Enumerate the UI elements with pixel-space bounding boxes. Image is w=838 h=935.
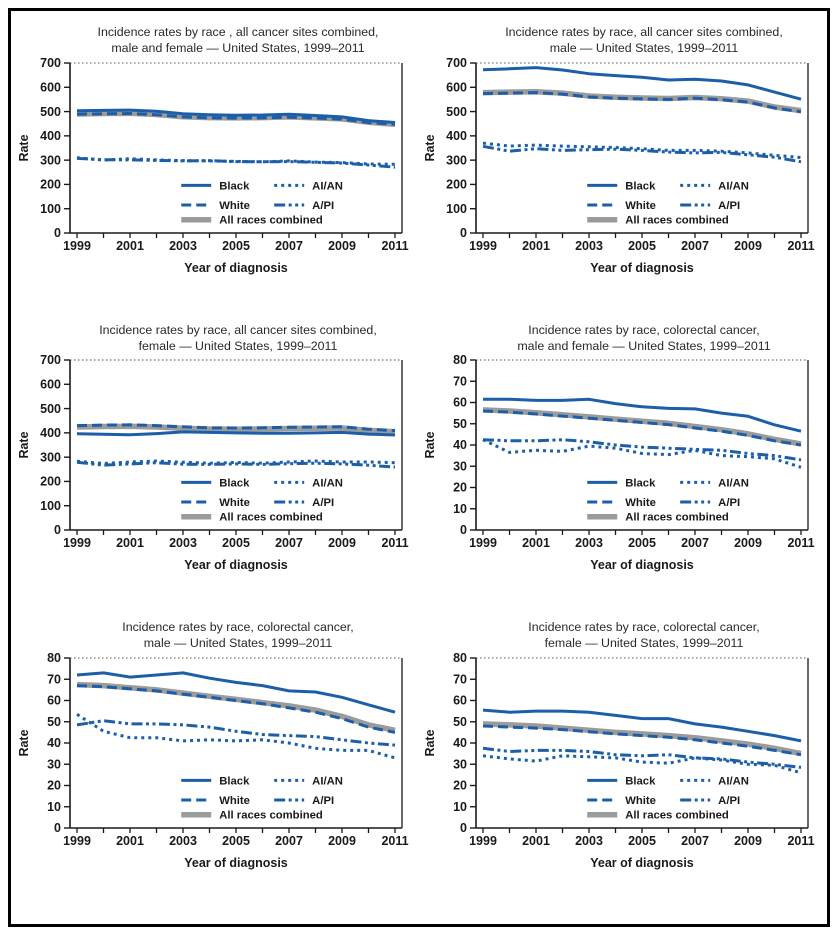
y-tick-label: 0 (54, 821, 61, 836)
x-tick-label: 2005 (628, 536, 656, 551)
x-tick-label: 2003 (575, 238, 603, 253)
legend-label-black: Black (219, 477, 250, 490)
legend-label-ai-an: AI/AN (718, 775, 749, 788)
y-tick-label: 300 (40, 450, 61, 465)
legend-label-a-pi: A/PI (312, 199, 335, 212)
x-tick-label: 1999 (469, 238, 497, 253)
legend-label-all-races-combined: All races combined (625, 214, 729, 227)
x-tick-label: 2003 (169, 536, 197, 551)
y-tick-label: 600 (40, 80, 61, 95)
legend-label-black: Black (625, 477, 656, 490)
y-tick-label: 600 (40, 377, 61, 392)
legend-label-a-pi: A/PI (718, 199, 741, 212)
legend-label-a-pi: A/PI (718, 497, 741, 510)
chart-title-line1: Incidence rates by race, all cancer sites combined, (505, 25, 783, 39)
y-tick-label: 40 (453, 438, 467, 453)
chart-title-line2: male and female — United States, 1999–2011 (517, 338, 771, 353)
x-tick-label: 2001 (116, 834, 144, 849)
series-line-black (77, 673, 395, 712)
x-tick-label: 2009 (328, 238, 356, 253)
legend-label-white: White (219, 199, 250, 212)
y-tick-label: 20 (453, 481, 467, 496)
chart-title-line2: female — United States, 1999–2011 (544, 636, 744, 651)
x-tick-label: 2007 (681, 834, 709, 849)
legend-label-all-races-combined: All races combined (219, 214, 323, 227)
y-tick-label: 70 (453, 672, 467, 687)
x-tick-label: 2003 (575, 834, 603, 849)
y-tick-label: 30 (47, 757, 61, 772)
x-tick-label: 2005 (222, 536, 250, 551)
legend-label-all-races-combined: All races combined (625, 809, 729, 822)
y-tick-label: 0 (54, 225, 61, 240)
y-tick-label: 60 (453, 693, 467, 708)
y-tick-label: 50 (453, 417, 467, 432)
y-axis-title: Rate (17, 729, 31, 757)
line-chart-colorectal-male-female (420, 354, 824, 580)
y-tick-label: 200 (446, 177, 467, 192)
x-tick-label: 2011 (787, 536, 815, 551)
chart-panel-all-sites-female (14, 323, 418, 621)
x-tick-label: 2007 (681, 238, 709, 253)
x-tick-label: 2009 (328, 536, 356, 551)
y-tick-label: 10 (47, 800, 61, 815)
y-tick-label: 70 (47, 672, 61, 687)
x-tick-label: 2001 (116, 238, 144, 253)
x-tick-label: 2001 (522, 536, 550, 551)
y-tick-label: 10 (453, 502, 467, 517)
legend-label-all-races-combined: All races combined (219, 809, 323, 822)
series-line-black (77, 432, 395, 435)
y-axis-title: Rate (17, 134, 31, 162)
y-tick-label: 100 (40, 499, 61, 514)
chart-title (14, 620, 418, 652)
legend-label-all-races-combined: All races combined (625, 512, 729, 525)
series-line-all-races-combined (77, 685, 395, 731)
x-axis-title: Year of diagnosis (184, 558, 288, 573)
y-tick-label: 700 (446, 56, 467, 70)
y-tick-label: 300 (446, 153, 467, 168)
series-line-a-pi (77, 463, 395, 468)
chart-panel-colorectal-male-female (420, 323, 824, 621)
chart-panel-all-sites-male (420, 25, 824, 323)
x-tick-label: 1999 (63, 238, 91, 253)
y-tick-label: 600 (446, 80, 467, 95)
x-tick-label: 2003 (575, 536, 603, 551)
chart-title (420, 25, 824, 57)
y-tick-label: 100 (40, 201, 61, 216)
x-axis-title: Year of diagnosis (590, 260, 694, 275)
series-line-ai-an (483, 756, 801, 773)
line-chart-all-sites-male-female (14, 57, 418, 283)
legend-label-black: Black (625, 180, 656, 193)
chart-title (14, 323, 418, 355)
legend-label-ai-an: AI/AN (718, 477, 749, 490)
chart-title (420, 620, 824, 652)
series-line-white (483, 411, 801, 445)
x-tick-label: 2007 (681, 536, 709, 551)
chart-title-line2: female — United States, 1999–2011 (138, 338, 338, 353)
chart-panel-all-sites-male-female (14, 25, 418, 323)
x-tick-label: 2011 (381, 238, 409, 253)
legend-label-all-races-combined: All races combined (219, 512, 323, 525)
y-tick-label: 0 (54, 523, 61, 538)
legend-label-ai-an: AI/AN (312, 477, 343, 490)
x-tick-label: 2003 (169, 834, 197, 849)
y-tick-label: 30 (453, 459, 467, 474)
legend-label-black: Black (219, 180, 250, 193)
y-tick-label: 500 (40, 104, 61, 119)
series-line-white (483, 726, 801, 755)
x-axis-title: Year of diagnosis (590, 558, 694, 573)
x-tick-label: 2001 (522, 238, 550, 253)
x-axis-title: Year of diagnosis (184, 260, 288, 275)
chart-title-line1: Incidence rates by race, all cancer sites combined, (99, 322, 377, 337)
legend-label-black: Black (219, 775, 250, 788)
chart-title-line2: male — United States, 1999–2011 (143, 636, 333, 651)
x-tick-label: 2001 (116, 536, 144, 551)
y-axis-title: Rate (423, 134, 437, 162)
y-tick-label: 80 (47, 652, 61, 666)
legend-label-a-pi: A/PI (312, 497, 335, 510)
y-tick-label: 0 (460, 225, 467, 240)
y-tick-label: 70 (453, 374, 467, 389)
legend-label-a-pi: A/PI (312, 795, 335, 808)
chart-title-line2: male and female — United States, 1999–2011 (111, 40, 365, 55)
x-axis-title: Year of diagnosis (590, 856, 694, 871)
series-line-a-pi (77, 721, 395, 745)
x-tick-label: 2011 (787, 238, 815, 253)
series-line-a-pi (483, 146, 801, 162)
series-line-all-races-combined (483, 91, 801, 110)
legend-label-black: Black (625, 775, 656, 788)
x-tick-label: 1999 (469, 834, 497, 849)
x-tick-label: 2009 (328, 834, 356, 849)
x-tick-label: 2001 (522, 834, 550, 849)
legend-label-white: White (219, 795, 250, 808)
x-tick-label: 2005 (222, 238, 250, 253)
chart-grid (11, 11, 827, 924)
chart-panel-colorectal-male (14, 620, 418, 918)
x-tick-label: 2009 (734, 238, 762, 253)
x-axis-title: Year of diagnosis (184, 856, 288, 871)
y-tick-label: 60 (47, 693, 61, 708)
chart-title (420, 323, 824, 355)
x-tick-label: 2005 (628, 834, 656, 849)
line-chart-colorectal-male (14, 652, 418, 878)
y-tick-label: 100 (446, 201, 467, 216)
y-tick-label: 80 (453, 354, 467, 368)
chart-title-line1: Incidence rates by race, colorectal cancer, (528, 322, 760, 337)
y-tick-label: 0 (460, 821, 467, 836)
line-chart-all-sites-female (14, 354, 418, 580)
x-tick-label: 1999 (469, 536, 497, 551)
y-tick-label: 40 (453, 736, 467, 751)
legend-label-white: White (625, 497, 656, 510)
series-line-black (483, 400, 801, 432)
y-tick-label: 40 (47, 736, 61, 751)
legend-label-ai-an: AI/AN (312, 180, 343, 193)
y-tick-label: 400 (446, 128, 467, 143)
figure-border (8, 8, 830, 927)
legend-label-ai-an: AI/AN (718, 180, 749, 193)
legend-label-ai-an: AI/AN (312, 775, 343, 788)
x-tick-label: 2007 (275, 536, 303, 551)
y-tick-label: 200 (40, 475, 61, 490)
x-tick-label: 2011 (381, 834, 409, 849)
y-tick-label: 700 (40, 354, 61, 368)
y-tick-label: 200 (40, 177, 61, 192)
x-tick-label: 2007 (275, 238, 303, 253)
legend-label-white: White (625, 199, 656, 212)
y-tick-label: 60 (453, 396, 467, 411)
series-line-white (77, 686, 395, 733)
y-tick-label: 500 (40, 402, 61, 417)
x-tick-label: 2009 (734, 536, 762, 551)
y-axis-title: Rate (423, 431, 437, 459)
series-line-a-pi (77, 158, 395, 167)
chart-title (14, 25, 418, 57)
legend-label-white: White (625, 795, 656, 808)
y-tick-label: 30 (453, 757, 467, 772)
line-chart-all-sites-male (420, 57, 824, 283)
y-tick-label: 50 (453, 715, 467, 730)
y-tick-label: 10 (453, 800, 467, 815)
y-axis-title: Rate (423, 729, 437, 757)
x-tick-label: 1999 (63, 834, 91, 849)
y-tick-label: 20 (453, 778, 467, 793)
x-tick-label: 2003 (169, 238, 197, 253)
x-tick-label: 2009 (734, 834, 762, 849)
y-tick-label: 400 (40, 426, 61, 441)
y-tick-label: 50 (47, 715, 61, 730)
x-tick-label: 2005 (628, 238, 656, 253)
y-tick-label: 700 (40, 56, 61, 70)
chart-panel-colorectal-female (420, 620, 824, 918)
line-chart-colorectal-female (420, 652, 824, 878)
y-tick-label: 80 (453, 652, 467, 666)
x-tick-label: 2011 (381, 536, 409, 551)
x-tick-label: 2005 (222, 834, 250, 849)
series-line-a-pi (483, 748, 801, 767)
y-axis-title: Rate (17, 431, 31, 459)
chart-title-line2: male — United States, 1999–2011 (549, 40, 739, 55)
y-tick-label: 400 (40, 128, 61, 143)
y-tick-label: 0 (460, 523, 467, 538)
x-tick-label: 1999 (63, 536, 91, 551)
legend-label-a-pi: A/PI (718, 795, 741, 808)
chart-title-line1: Incidence rates by race , all cancer sites combined, (97, 25, 379, 39)
y-tick-label: 500 (446, 104, 467, 119)
x-tick-label: 2007 (275, 834, 303, 849)
chart-title-line1: Incidence rates by race, colorectal cancer, (528, 620, 760, 635)
y-tick-label: 20 (47, 778, 61, 793)
chart-title-line1: Incidence rates by race, colorectal cancer, (122, 620, 354, 635)
legend-label-white: White (219, 497, 250, 510)
y-tick-label: 300 (40, 153, 61, 168)
x-tick-label: 2011 (787, 834, 815, 849)
